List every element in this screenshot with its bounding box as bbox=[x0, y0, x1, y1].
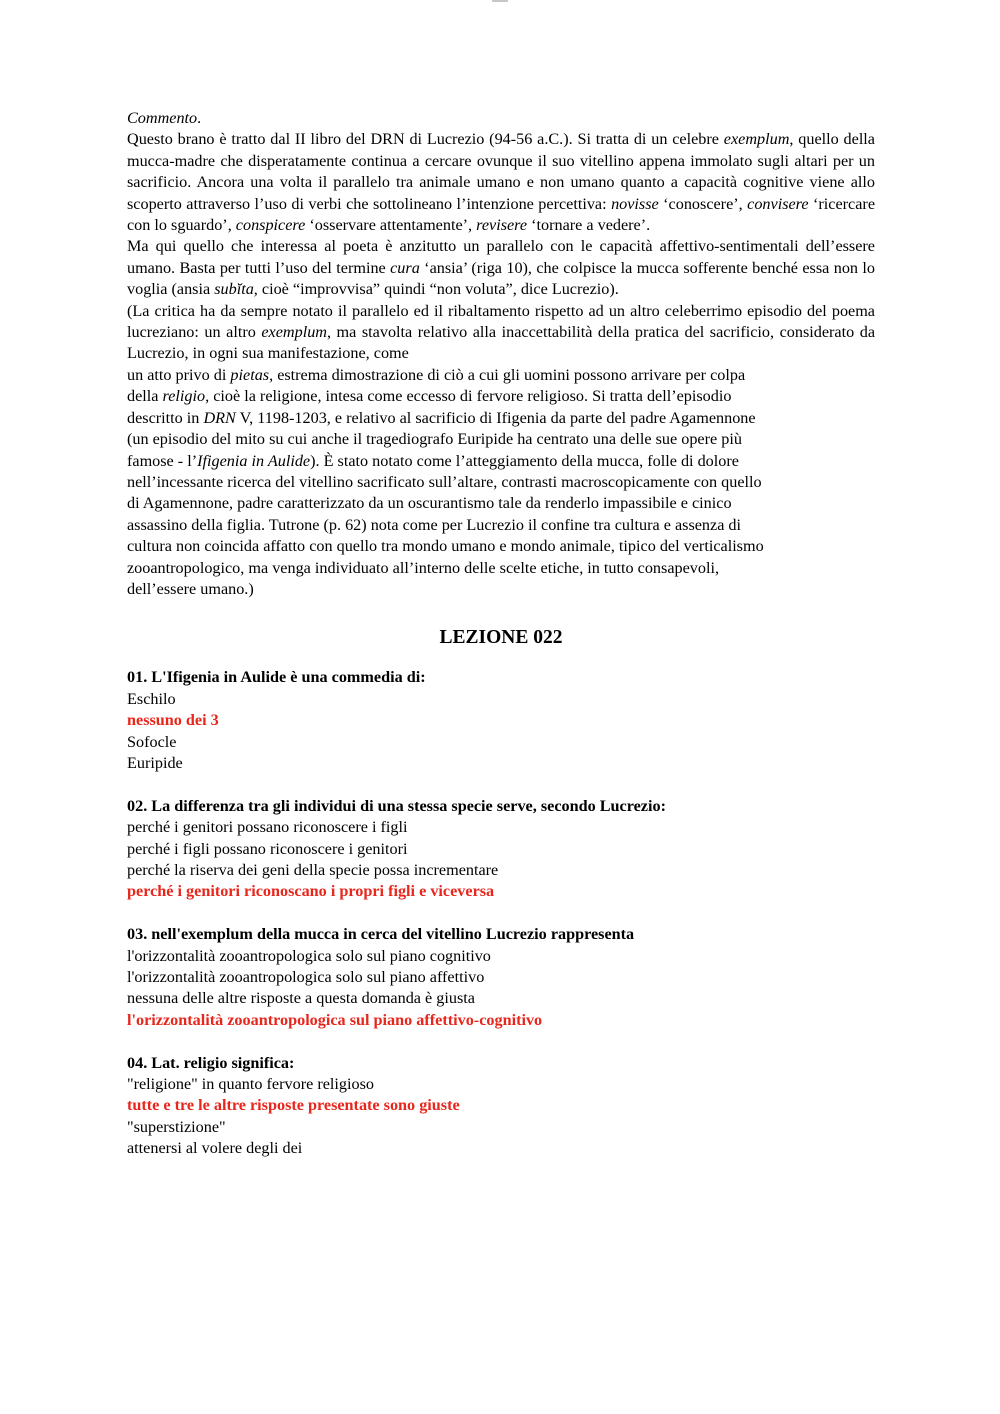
text-span: famose - l’ bbox=[127, 451, 198, 470]
text-line: zooantropologico, ma venga individuato all’interno delle scelte etiche, in tutto consapevoli, bbox=[127, 558, 720, 577]
latin-term: exemplum bbox=[723, 130, 790, 149]
text-line bbox=[127, 408, 875, 429]
text-line: cultura non coincida affatto con quello tra mondo umano e mondo animale, tipico del verticalismo bbox=[127, 537, 764, 556]
text-span: , cioè la religione, intesa come eccesso di fervore religioso. Si tratta dell’episodio bbox=[205, 387, 732, 406]
text-span: descritto in bbox=[127, 408, 204, 427]
answer-option-correct: l'orizzontalità zooantropologica sul piano affettivo-cognitivo bbox=[127, 1010, 543, 1029]
text-line: nell’incessante ricerca del vitellino sacrificato sull’altare, contrasti macroscopicamente con quello bbox=[127, 472, 762, 491]
answer-option: nessuna delle altre risposte a questa domanda è giusta bbox=[127, 989, 475, 1008]
work-title: Ifigenia in Aulide bbox=[197, 451, 311, 470]
latin-term: conspicere bbox=[235, 216, 306, 235]
text-span: Questo brano è tratto dal II libro del DRN di Lucrezio (94-56 a.C.). Si tratta di un celebre bbox=[127, 130, 724, 149]
answer-option: "religione" in quanto fervore religioso bbox=[127, 1075, 374, 1094]
text-span: della bbox=[127, 387, 163, 406]
answer-option: l'orizzontalità zooantropologica solo sul piano cognitivo bbox=[127, 946, 491, 965]
latin-term: DRN bbox=[203, 408, 236, 427]
text-span: (La critica ha da sempre notato il parallelo ed il ribaltamento rispetto ad un altro celeberrimo episodio del poema lucreziano: un altro bbox=[127, 301, 875, 342]
latin-term: cura bbox=[390, 258, 420, 277]
commento-title: Commento bbox=[127, 109, 198, 127]
text-line bbox=[127, 451, 875, 472]
text-line: dell’essere umano.) bbox=[127, 579, 254, 598]
answer-option-correct: tutte e tre le altre risposte presentate sono giuste bbox=[127, 1096, 460, 1115]
answer-option: Euripide bbox=[127, 753, 183, 772]
answer-option: perché i figli possano riconoscere i genitori bbox=[127, 839, 408, 858]
text-span: ‘conoscere’, bbox=[658, 194, 748, 213]
latin-term: pietas bbox=[230, 365, 270, 384]
question-02 bbox=[127, 796, 875, 903]
answer-option: perché la riserva dei geni della specie possa incrementare bbox=[127, 860, 499, 879]
text-line: di Agamennone, padre caratterizzato da un oscurantismo tale da renderlo impassibile e cinico bbox=[127, 494, 732, 513]
commento-heading: Commento. bbox=[127, 109, 202, 127]
answer-option: "superstizione" bbox=[127, 1117, 226, 1136]
commento-paragraph-4 bbox=[127, 365, 875, 600]
question-title: 02. La differenza tra gli individui di una stessa specie serve, secondo Lucrezio: bbox=[127, 796, 666, 815]
text-line: (un episodio del mito su cui anche il tragediografo Euripide ha centrato una delle sue opere più bbox=[127, 430, 742, 449]
question-04 bbox=[127, 1053, 875, 1160]
text-span: ‘ricercare con lo sguardo’, bbox=[127, 194, 876, 235]
text-line bbox=[127, 386, 875, 407]
question-title: 01. L'Ifigenia in Aulide è una commedia di: bbox=[127, 668, 426, 687]
text-span: , quello della mucca-madre che disperatamente continua a cercare ovunque il suo vitellino appena immolato sugli altari per un sacrificio. Ancora una volta il parallelo tra animale umano e non umano quanto a capacità cognitive viene allo scoperto attraverso l’uso di verbi che sottolineano l’intenzione percettiva: bbox=[127, 130, 875, 213]
latin-term: novisse bbox=[611, 194, 659, 213]
answer-option-correct: nessuno dei 3 bbox=[127, 711, 219, 730]
page-header-mark bbox=[492, 0, 508, 2]
text-line: assassino della figlia. Tutrone (p. 62) nota come per Lucrezio il confine tra cultura e assenza di bbox=[127, 515, 742, 534]
question-title: 04. Lat. religio significa: bbox=[127, 1053, 295, 1072]
latin-term: convisere bbox=[747, 194, 809, 213]
commento-paragraph-1 bbox=[127, 129, 875, 236]
text-span: V, 1198-1203, e relativo al sacrificio di Ifigenia da parte del padre Agamennone bbox=[235, 408, 756, 427]
quiz-section bbox=[127, 667, 875, 1159]
answer-option: Sofocle bbox=[127, 732, 177, 751]
answer-option: attenersi al volere degli dei bbox=[127, 1139, 303, 1158]
question-03 bbox=[127, 924, 875, 1031]
answer-option: Eschilo bbox=[127, 689, 176, 708]
text-span: un atto privo di bbox=[127, 365, 231, 384]
commento-paragraph-2 bbox=[127, 236, 875, 300]
commento-section bbox=[127, 108, 875, 600]
text-span: , estrema dimostrazione di ciò a cui gli uomini possono arrivare per colpa bbox=[269, 365, 746, 384]
text-span: , cioè “improvvisa” quindi “non voluta”, dice Lucrezio). bbox=[253, 280, 619, 299]
text-span: ‘tornare a vedere’. bbox=[527, 216, 651, 235]
text-span: , ma stavolta relativo alla inaccettabilità della pratica del sacrificio, considerato da Lucrezio, in ogni sua manifestazione, come bbox=[127, 323, 875, 363]
answer-option-correct: perché i genitori riconoscano i propri figli e viceversa bbox=[127, 882, 495, 901]
text-span: Ma qui quello che interessa al poeta è anzitutto un parallelo con le capacità affettivo-sentimentali dell’essere umano. Basta per tutti l’uso del termine bbox=[127, 237, 875, 277]
lesson-title: LEZIONE 022 bbox=[439, 627, 563, 649]
text-span: ). È stato notato come l’atteggiamento della mucca, folle di dolore bbox=[310, 451, 739, 470]
answer-option: perché i genitori possano riconoscere i figli bbox=[127, 818, 408, 837]
question-01 bbox=[127, 667, 875, 774]
commento-paragraph-3 bbox=[127, 301, 875, 365]
latin-term: exemplum bbox=[261, 323, 327, 342]
question-title: 03. nell'exemplum della mucca in cerca del vitellino Lucrezio rappresenta bbox=[127, 925, 635, 944]
text-span: ‘ansia’ (riga 10), che colpisce la mucca sofferente benché essa non lo voglia (ansia bbox=[127, 258, 875, 299]
text-line bbox=[127, 365, 875, 386]
text-span: ‘osservare attentamente’ bbox=[305, 216, 469, 235]
latin-term: religio bbox=[162, 387, 206, 406]
latin-term: , revisere bbox=[468, 216, 528, 235]
latin-term: subĭta bbox=[214, 280, 254, 299]
document-page bbox=[127, 108, 875, 1181]
answer-option: l'orizzontalità zooantropologica solo sul piano affettivo bbox=[127, 968, 485, 986]
